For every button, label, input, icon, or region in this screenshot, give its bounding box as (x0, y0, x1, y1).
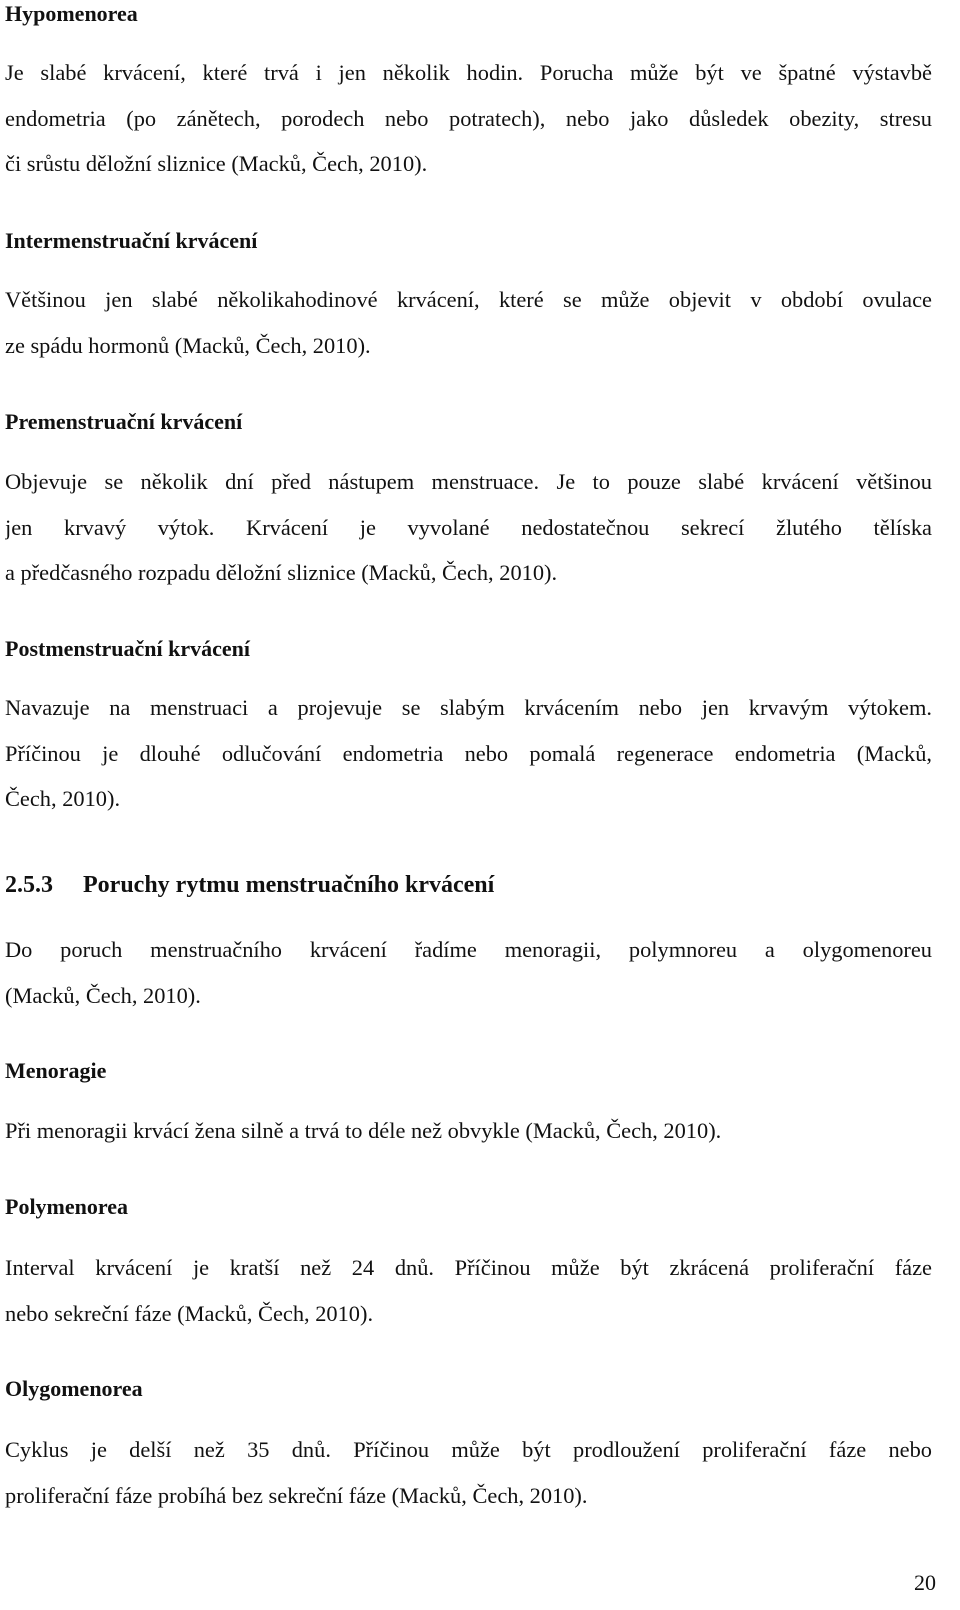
paragraph-intermenstruacni (5, 277, 932, 368)
paragraph-polymenorea (5, 1245, 932, 1336)
text-line: ze spádu hormonů (Macků, Čech, 2010). (5, 332, 371, 358)
text-line: Cyklus je delší než 35 dnů. Příčinou může být prodloužení proliferační fáze nebo (5, 1437, 932, 1462)
text-line: Většinou jen slabé několikahodinové krvácení, které se může objevit v období ovulace (5, 287, 932, 312)
subsection-number: 2.5.3 (5, 872, 53, 898)
paragraph-postmenstruacni (5, 685, 932, 822)
text-line: endometria (po zánětech, porodech nebo potratech), nebo jako důsledek obezity, stresu (5, 105, 932, 131)
text-line: a předčasného rozpadu děložní sliznice (Macků, Čech, 2010). (5, 560, 558, 585)
text-line: proliferační fáze probíhá bez sekreční fáze (Macků, Čech, 2010). (5, 1482, 588, 1508)
text-line: jen krvavý výtok. Krvácení je vyvolané nedostatečnou sekrecí žlutého tělíska (5, 514, 932, 540)
subsection-title: Poruchy rytmu menstruačního krvácení (83, 872, 495, 898)
heading-olygomenorea: Olygomenorea (5, 1376, 143, 1401)
text-line: Objevuje se několik dní před nástupem menstruace. Je to pouze slabé krvácení většinou (5, 469, 932, 494)
heading-postmenstruacni: Postmenstruační krvácení (5, 636, 251, 661)
text-line: Je slabé krvácení, které trvá i jen několik hodin. Porucha může být ve špatné výstavbě (5, 60, 932, 85)
paragraph-olygomenorea (5, 1427, 932, 1518)
text-line: (Macků, Čech, 2010). (5, 982, 201, 1008)
page-number: 20 (914, 1570, 936, 1595)
heading-hypomenorea: Hypomenorea (5, 1, 138, 26)
heading-intermenstruacni: Intermenstruační krvácení (5, 228, 258, 253)
text-line: Při menoragii krvácí žena silně a trvá to déle než obvykle (Macků, Čech, 2010). (5, 1118, 722, 1143)
heading-menoragie: Menoragie (5, 1058, 107, 1083)
paragraph-poruchy (5, 927, 932, 1018)
paragraph-hypomenorea (5, 50, 932, 187)
text-line: Interval krvácení je kratší než 24 dnů. Příčinou může být zkrácená proliferační fáze (5, 1255, 932, 1280)
subsection-heading (5, 871, 494, 899)
paragraph-menoragie (5, 1108, 932, 1154)
text-line: či srůstu děložní sliznice (Macků, Čech, 2010). (5, 151, 428, 176)
text-line: nebo sekreční fáze (Macků, Čech, 2010). (5, 1300, 374, 1326)
text-line: Čech, 2010). (5, 786, 121, 811)
heading-polymenorea: Polymenorea (5, 1194, 129, 1219)
paragraph-premenstruacni (5, 459, 932, 596)
heading-premenstruacni: Premenstruační krvácení (5, 409, 243, 434)
text-line: Navazuje na menstruaci a projevuje se slabým krvácením nebo jen krvavým výtokem. (5, 695, 932, 720)
text-line: Příčinou je dlouhé odlučování endometria nebo pomalá regenerace endometria (Macků, (5, 740, 932, 766)
text-line: Do poruch menstruačního krvácení řadíme menoragii, polymnoreu a olygomenoreu (5, 937, 932, 962)
